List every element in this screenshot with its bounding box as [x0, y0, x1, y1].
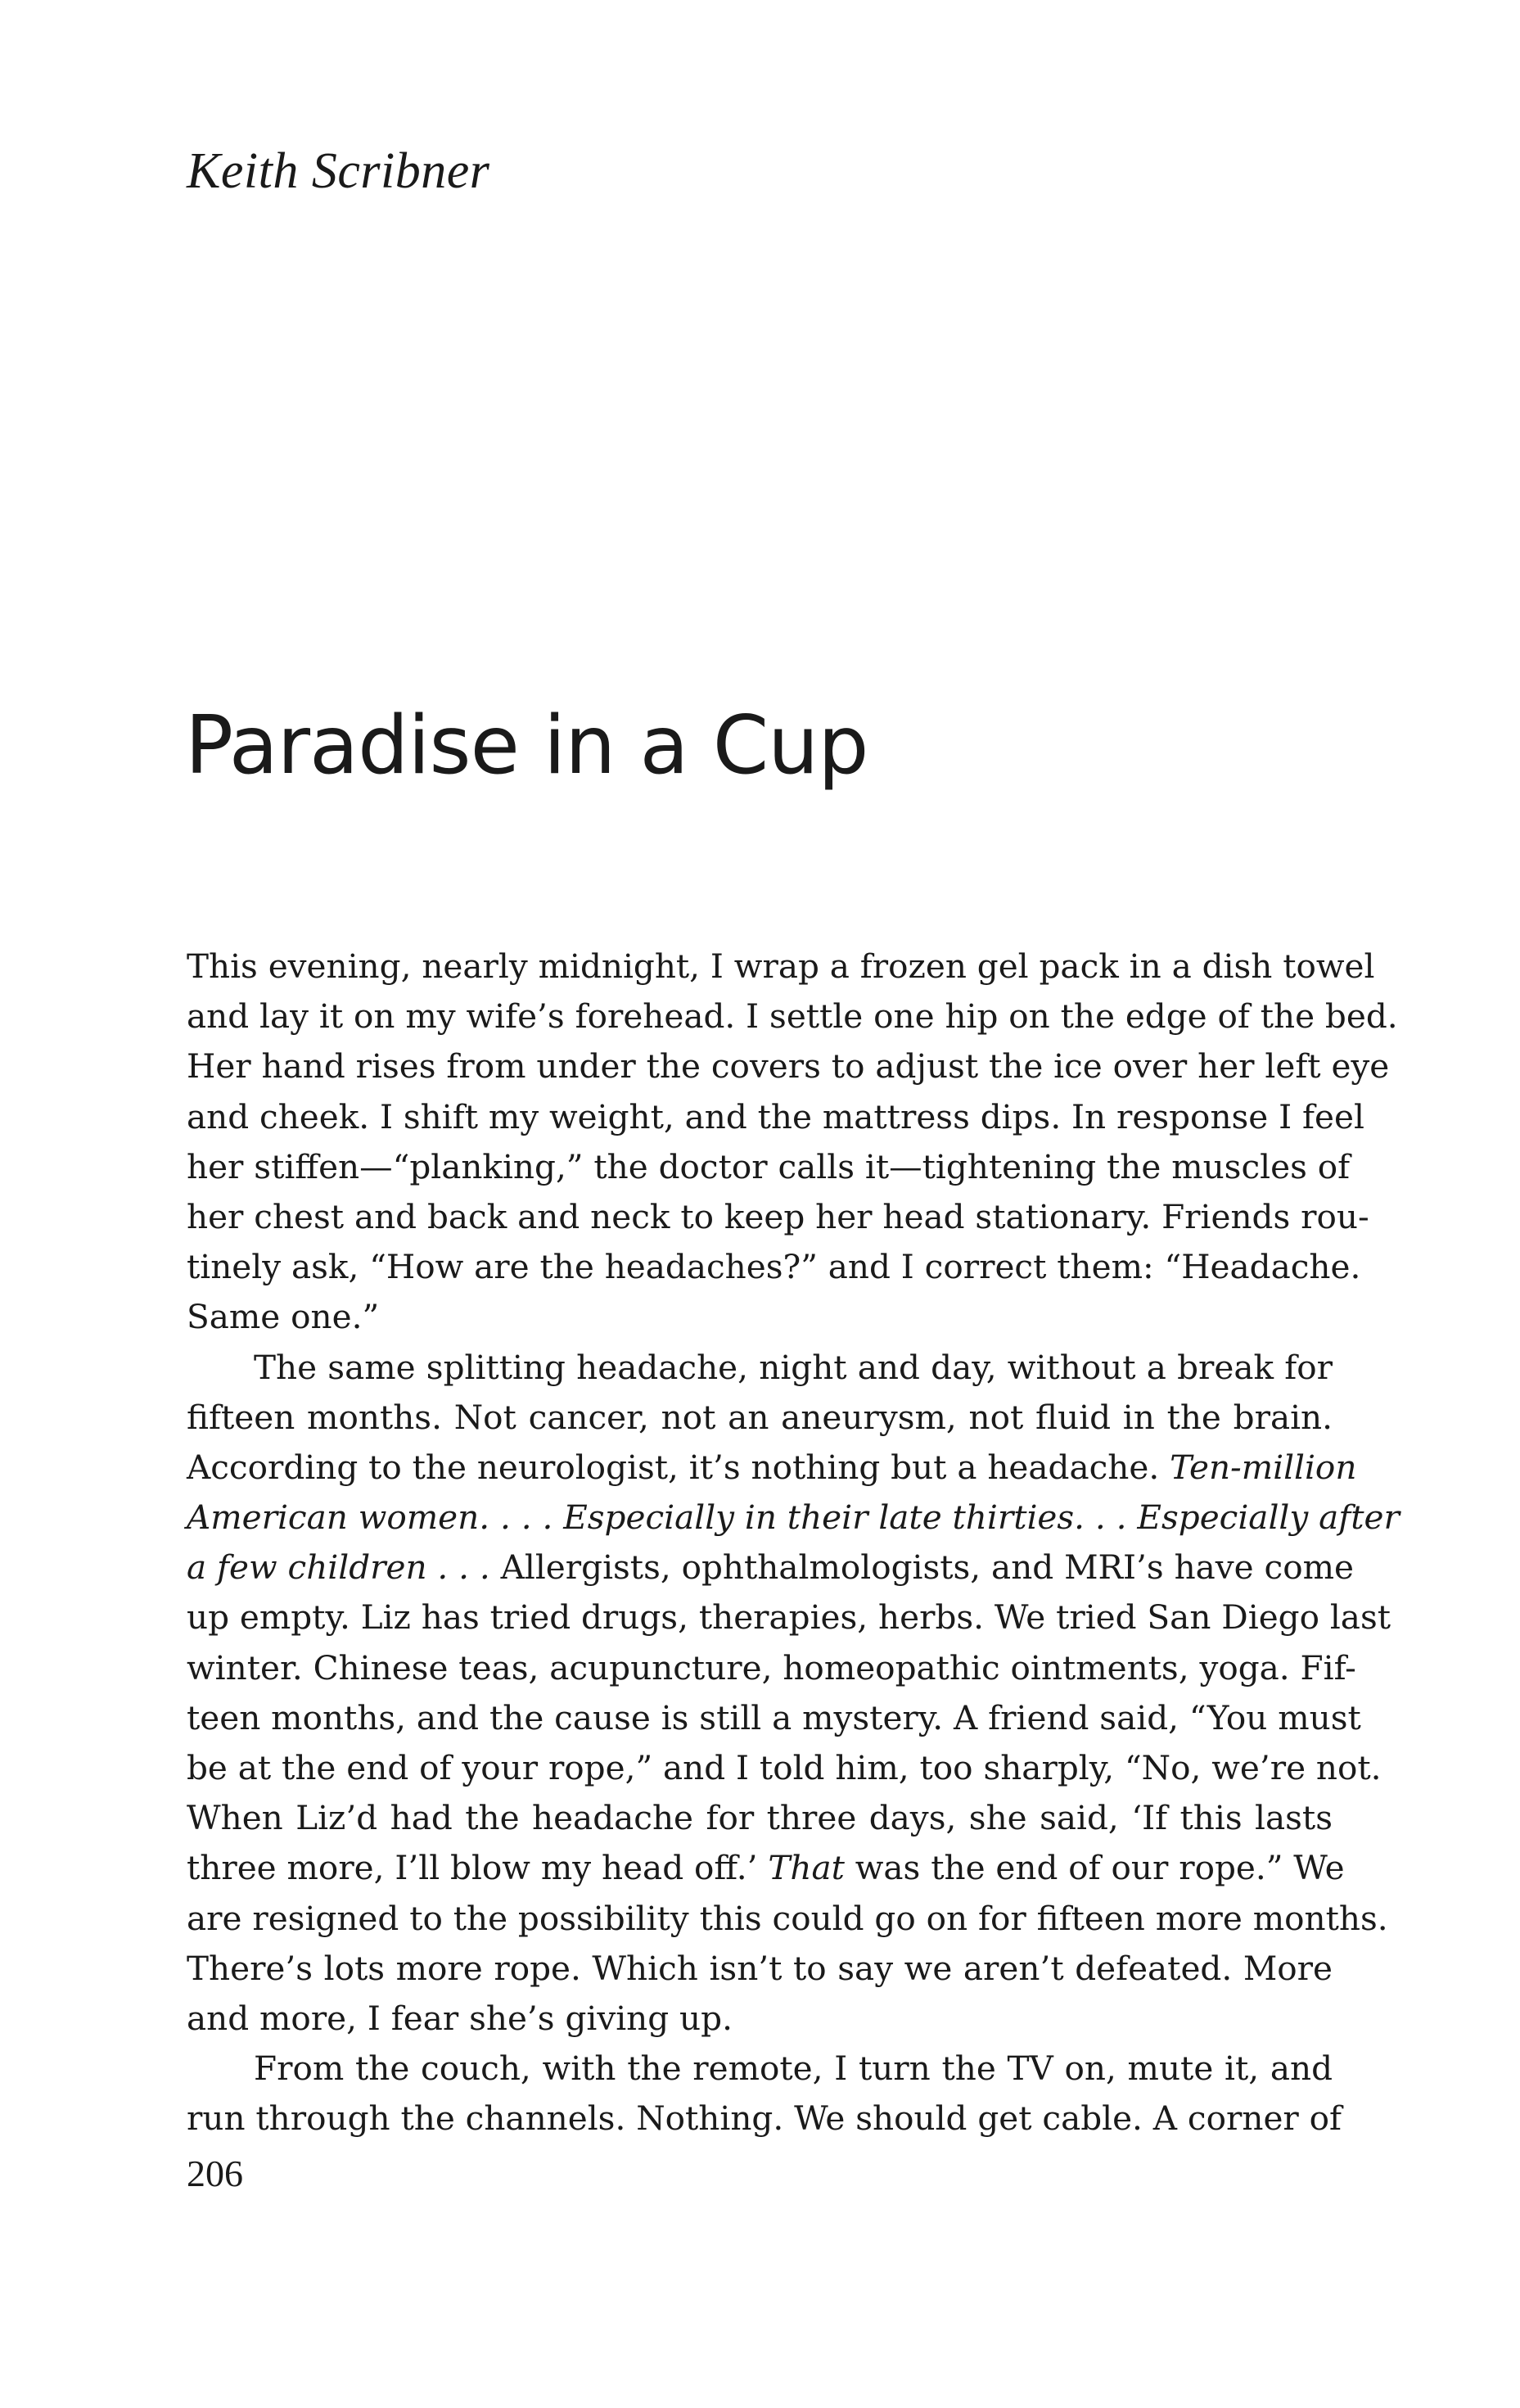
italic-text-run: American women. . . . Especially in their late thirties. . . Especially after	[187, 1498, 1400, 1538]
text-line: winter. Chinese teas, acupuncture, homeopathic ointments, yoga. Fif-	[187, 1647, 1356, 1687]
text-run: Allergists, ophthalmologists, and MRI’s have come	[500, 1547, 1354, 1588]
text-line: Same one.”	[187, 1297, 380, 1337]
text-line: her chest and back and neck to keep her head stationary. Friends rou-	[187, 1196, 1369, 1236]
text-line: up empty. Liz has tried drugs, therapies, herbs. We tried San Diego last	[187, 1597, 1391, 1638]
text-run: According to the neurologist, it’s nothing but a headache.	[187, 1447, 1160, 1487]
italic-text-run: Ten-million	[1170, 1447, 1357, 1487]
text-line: be at the end of your rope,” and I told him, too sharply, “No, we’re not.	[187, 1748, 1382, 1787]
text-line: run through the channels. Nothing. We should get cable. A corner of	[187, 2099, 1342, 2139]
text-line	[187, 1493, 1400, 1543]
text-line: tinely ask, “How are the headaches?” and I correct them: “Headache.	[187, 1247, 1361, 1287]
text-line: Her hand rises from under the covers to adjust the ice over her left eye	[187, 1046, 1390, 1087]
text-line: are resigned to the possibility this could go on for fifteen more months.	[187, 1898, 1388, 1938]
text-line: When Liz’d had the headache for three days, she said, ‘If this lasts	[187, 1798, 1333, 1838]
text-line: teen months, and the cause is still a mystery. A friend said, “You must	[187, 1697, 1361, 1737]
body-text	[187, 942, 1400, 2144]
chapter-title: Paradise in a Cup	[185, 699, 868, 793]
text-line: fifteen months. Not cancer, not an aneurysm, not fluid in the brain.	[187, 1397, 1333, 1437]
text-line: The same splitting headache, night and day, without a break for	[254, 1347, 1333, 1387]
text-line	[187, 1443, 1357, 1493]
text-line: and lay it on my wife’s forehead. I settle one hip on the edge of the bed.	[187, 996, 1398, 1037]
text-line: This evening, nearly midnight, I wrap a frozen gel pack in a dish towel	[187, 946, 1375, 986]
text-line: From the couch, with the remote, I turn the TV on, mute it, and	[254, 2049, 1333, 2089]
text-line: There’s lots more rope. Which isn’t to say we aren’t defeated. More	[187, 1948, 1333, 1988]
text-run: three more, I’ll blow my head off.’	[187, 1848, 758, 1888]
running-head-author: Keith Scribner	[187, 143, 490, 199]
text-line: her stiffen—“planking,” the doctor calls it—tightening the muscles of	[187, 1146, 1351, 1186]
page-number: 206	[187, 2153, 243, 2194]
text-line: and more, I fear she’s giving up.	[187, 1998, 733, 2038]
italic-text-run: That	[768, 1848, 845, 1888]
text-line	[187, 1843, 1345, 1893]
text-run: was the end of our rope.” We	[855, 1848, 1345, 1888]
italic-text-run: a few children . . .	[187, 1547, 490, 1588]
text-line	[187, 1543, 1354, 1593]
text-line: and cheek. I shift my weight, and the mattress dips. In response I feel	[187, 1096, 1364, 1136]
